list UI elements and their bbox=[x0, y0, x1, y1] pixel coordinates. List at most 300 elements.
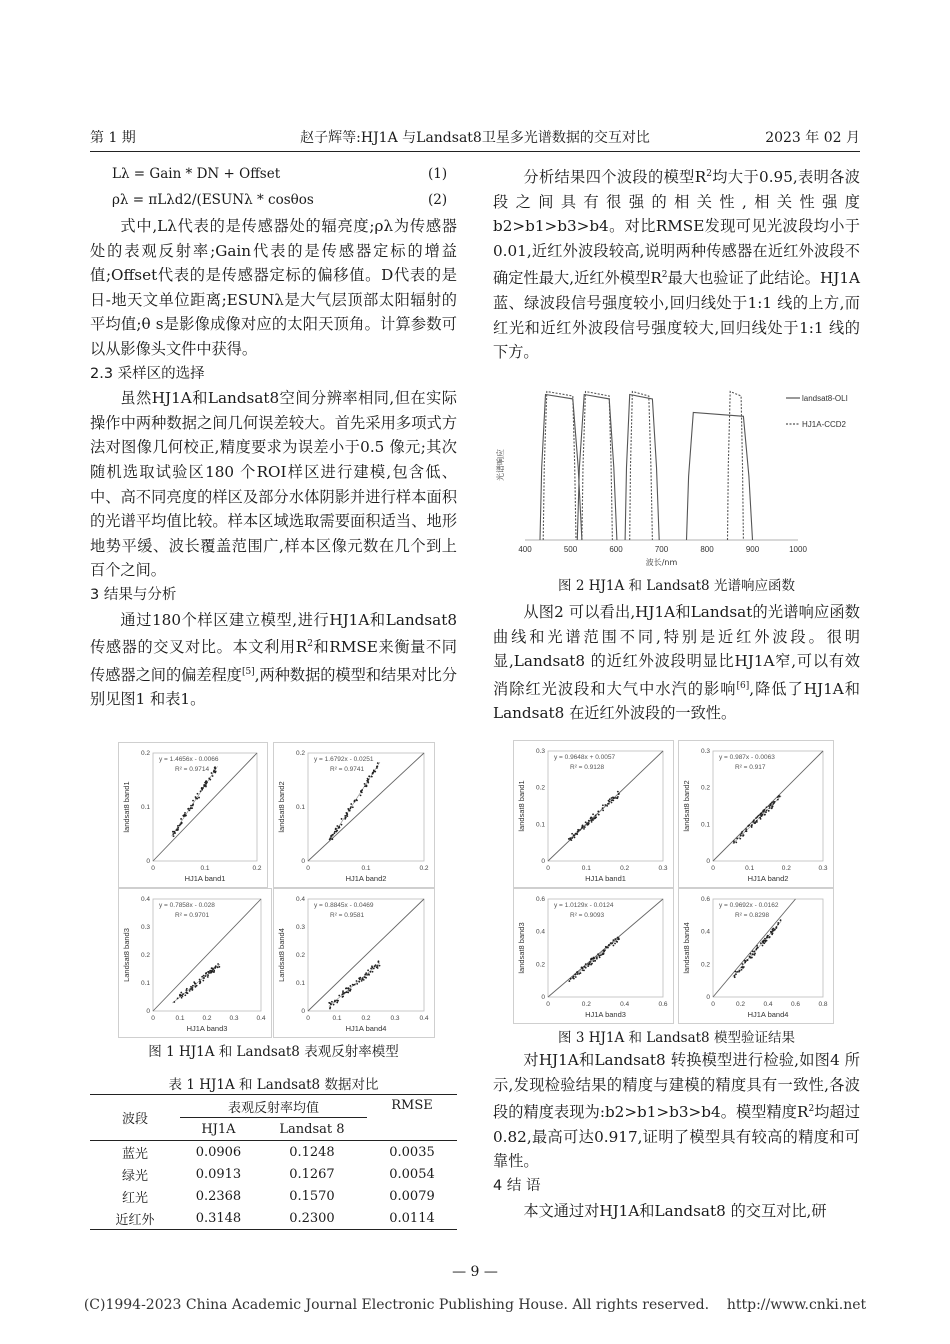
scatter-point bbox=[203, 975, 205, 977]
scatter-point bbox=[368, 775, 370, 777]
scatter-point bbox=[574, 973, 576, 975]
scatter-point bbox=[740, 834, 742, 836]
scatter-point bbox=[766, 806, 768, 808]
x-tick-label: 0 bbox=[151, 865, 155, 872]
scatter-point bbox=[341, 824, 343, 826]
regression-equation: y = 1.4656x - 0.0066 bbox=[159, 756, 219, 763]
x-tick-label: 0.4 bbox=[419, 1015, 429, 1022]
scatter-point bbox=[346, 815, 348, 817]
scatter-point bbox=[211, 772, 213, 774]
scatter-point bbox=[342, 990, 344, 992]
scatter-point bbox=[367, 969, 369, 971]
scatter-point bbox=[611, 942, 613, 944]
scatter-point bbox=[751, 825, 753, 827]
landsat-band-curve bbox=[543, 392, 576, 541]
scatter-point bbox=[192, 985, 194, 987]
table-header-rmse: RMSE bbox=[391, 1098, 433, 1113]
footer-copyright: (C)1994-2023 China Academic Journal Electronic Publishing House. All rights reserved. http://www.cnki.net bbox=[83, 1297, 867, 1313]
scatter-plot bbox=[514, 889, 673, 1023]
x-tick-label: 900 bbox=[745, 545, 760, 554]
scatter-point bbox=[218, 966, 220, 968]
scatter-point bbox=[611, 797, 613, 799]
scatter-point bbox=[597, 953, 599, 955]
scatter-point bbox=[600, 954, 602, 956]
scatter-point bbox=[573, 978, 575, 980]
scatter-point bbox=[344, 992, 346, 994]
y-tick-label: 0.6 bbox=[700, 896, 710, 903]
scatter-point bbox=[338, 827, 340, 829]
x-tick-label: 0.2 bbox=[361, 1015, 371, 1022]
equation-2: ρλ = πLλd2/(ESUNλ * cosθos bbox=[112, 192, 314, 208]
scatter-point bbox=[748, 824, 750, 826]
scatter-point bbox=[776, 926, 778, 928]
scatter-point bbox=[772, 928, 774, 930]
scatter-point bbox=[370, 971, 372, 973]
scatter-point bbox=[754, 950, 756, 952]
y-tick-label: 0 bbox=[301, 1008, 305, 1015]
one-to-one-line bbox=[548, 899, 663, 997]
y-axis-label: 光谱响应 bbox=[496, 449, 505, 481]
scatter-point bbox=[194, 982, 196, 984]
spectral-response-chart bbox=[493, 382, 860, 568]
regression-equation: y = 0.9648x + 0.0057 bbox=[554, 754, 616, 761]
y-tick-label: 0.1 bbox=[140, 804, 150, 811]
x-tick-label: 0 bbox=[151, 1015, 155, 1022]
scatter-point bbox=[207, 976, 209, 978]
scatter-point bbox=[376, 766, 378, 768]
regression-equation: y = 0.7858x - 0.028 bbox=[159, 902, 215, 909]
scatter-point bbox=[379, 965, 381, 967]
x-axis-label: HJ1A band1 bbox=[184, 874, 226, 883]
scatter-point bbox=[613, 945, 615, 947]
scatter-point bbox=[762, 810, 764, 812]
x-tick-label: 0.1 bbox=[361, 865, 371, 872]
scatter-point bbox=[361, 789, 363, 791]
y-axis-label: Landsat8 band4 bbox=[277, 928, 286, 982]
scatter-point bbox=[179, 994, 181, 996]
scatter-point bbox=[756, 821, 758, 823]
scatter-point bbox=[752, 821, 754, 823]
y-tick-label: 0.1 bbox=[140, 980, 150, 987]
scatter-point bbox=[576, 971, 578, 973]
regression-equation: y = 0.987x - 0.0063 bbox=[719, 754, 775, 761]
one-to-one-line bbox=[308, 899, 424, 1011]
scatter-point bbox=[201, 976, 203, 978]
y-tick-label: 0.1 bbox=[295, 804, 305, 811]
x-axis-label: HJ1A band4 bbox=[747, 1010, 789, 1019]
scatter-point bbox=[603, 953, 605, 955]
scatter-point bbox=[584, 966, 586, 968]
scatter-point bbox=[364, 785, 366, 787]
scatter-point bbox=[760, 942, 762, 944]
scatter-point bbox=[200, 790, 202, 792]
scatter-point bbox=[366, 780, 368, 782]
scatter-point bbox=[177, 997, 179, 999]
data-table bbox=[90, 1094, 457, 1230]
y-tick-label: 0 bbox=[301, 858, 305, 865]
scatter-point bbox=[344, 818, 346, 820]
scatter-point bbox=[592, 813, 594, 815]
scatter-point bbox=[574, 837, 576, 839]
scatter-point bbox=[173, 1001, 175, 1003]
y-tick-label: 0.3 bbox=[535, 748, 545, 755]
scatter-point bbox=[768, 805, 770, 807]
scatter-point bbox=[584, 826, 586, 828]
scatter-point bbox=[599, 956, 601, 958]
scatter-point bbox=[188, 808, 190, 810]
scatter-point bbox=[579, 829, 581, 831]
scatter-point bbox=[203, 977, 205, 979]
paragraph-validation: 对HJ1A和Landsat8 转换模型进行检验,如图4 所示,发现检验结果的精度与建模的精度具有一致性,各波段的精度表现为:b2>b1>b3>b4。模型精度$R^2$均超过0.82,最高可达0.917,证明了模型具有较高的精度和可靠性。 bbox=[493, 1051, 861, 1171]
scatter-point bbox=[758, 815, 760, 817]
y-tick-label: 0 bbox=[146, 1008, 150, 1015]
scatter-point bbox=[333, 832, 335, 834]
scatter-point bbox=[334, 1000, 336, 1002]
table-row: 蓝光 0.0906 0.1248 0.0035 bbox=[121, 1144, 435, 1162]
scatter-point bbox=[177, 829, 179, 831]
scatter-point bbox=[349, 810, 351, 812]
scatter-point bbox=[199, 980, 201, 982]
scatter-point bbox=[750, 953, 752, 955]
landsat-band-curve bbox=[582, 392, 613, 541]
scatter-point bbox=[602, 809, 604, 811]
x-tick-label: 0 bbox=[546, 865, 550, 872]
x-axis-label: HJ1A band1 bbox=[585, 874, 626, 883]
scatter-point bbox=[354, 984, 356, 986]
regression-equation: y = 0.9692x - 0.0162 bbox=[719, 902, 779, 909]
x-tick-label: 0.2 bbox=[581, 1001, 591, 1008]
scatter-point bbox=[576, 973, 578, 975]
x-tick-label: 0.4 bbox=[256, 1015, 266, 1022]
right-column-mid bbox=[493, 600, 860, 726]
y-tick-label: 0.2 bbox=[140, 952, 150, 959]
table-header-mean: 表观反射率均值 bbox=[180, 1095, 367, 1118]
x-tick-label: 0.1 bbox=[175, 1015, 185, 1022]
one-to-one-line bbox=[308, 753, 424, 861]
table1-caption: 表 1 HJ1A 和 Landsat8 数据对比 bbox=[168, 1077, 379, 1093]
x-tick-label: 0.4 bbox=[763, 1001, 773, 1008]
scatter-point bbox=[742, 963, 744, 965]
scatter-point bbox=[189, 990, 191, 992]
y-tick-label: 0.2 bbox=[700, 784, 710, 792]
scatter-point bbox=[617, 938, 619, 940]
x-tick-label: 0.2 bbox=[735, 1001, 746, 1008]
scatter-point bbox=[602, 807, 604, 809]
scatter-point bbox=[611, 802, 613, 804]
scatter-point bbox=[352, 984, 354, 986]
scatter-point bbox=[190, 808, 192, 810]
scatter-point bbox=[582, 969, 584, 971]
scatter-point bbox=[192, 805, 194, 807]
y-tick-label: 0.2 bbox=[295, 952, 305, 959]
hj1a-band-curve bbox=[687, 413, 753, 541]
scatter-point bbox=[361, 791, 363, 793]
x-tick-label: 0.1 bbox=[581, 865, 591, 872]
x-tick-label: 0.3 bbox=[658, 865, 668, 872]
scatter-point bbox=[777, 923, 779, 925]
scatter-point bbox=[614, 938, 616, 940]
scatter-point bbox=[741, 969, 743, 971]
scatter-point bbox=[356, 800, 358, 802]
y-tick-label: 0.4 bbox=[535, 928, 545, 936]
figure2 bbox=[493, 382, 860, 568]
regression-equation: y = 1.6792x - 0.0251 bbox=[314, 756, 374, 763]
scatter-point bbox=[779, 795, 781, 797]
scatter-point bbox=[356, 983, 358, 985]
scatter-point bbox=[734, 975, 736, 977]
scatter-point bbox=[596, 956, 598, 958]
scatter-point bbox=[586, 822, 588, 824]
scatter-point bbox=[199, 979, 201, 981]
scatter-point bbox=[759, 814, 761, 816]
scatter-point bbox=[368, 973, 370, 975]
scatter-point bbox=[763, 940, 765, 942]
scatter-point bbox=[214, 767, 216, 769]
scatter-point bbox=[208, 971, 210, 973]
scatter-point bbox=[590, 818, 592, 820]
scatter-point bbox=[752, 950, 754, 952]
scatter-point bbox=[344, 815, 346, 817]
y-axis-label: landsat8 band1 bbox=[122, 781, 131, 833]
scatter-point bbox=[210, 972, 212, 974]
x-tick-label: 0 bbox=[711, 865, 715, 872]
y-axis-label: landsat8 band1 bbox=[517, 780, 526, 832]
paragraph-analysis: 分析结果四个波段的模型$R^2$均大于0.95,表明各波段之间具有很强的相关性,相关性强度b2>b1>b3>b4。对比RMSE发现可见光波段均小于0.01,近红外波段较高,说明两种传感器在近红外波段不确定性最大,近红外模型$R^2$最大也验证了此结论。HJ1A蓝、绿波段信号强度较小,回归线处于1:1 线的上方,而红光和近红外波段信号强度较大,回归线处于1:1 线的下方。 bbox=[493, 168, 860, 362]
scatter-point bbox=[614, 943, 616, 945]
scatter-point bbox=[336, 825, 338, 827]
scatter-point bbox=[328, 1002, 330, 1004]
scatter-point bbox=[587, 963, 589, 965]
scatter-point bbox=[573, 834, 575, 836]
scatter-point bbox=[214, 771, 216, 773]
x-tick-label: 0.6 bbox=[658, 1001, 668, 1008]
scatter-point bbox=[186, 988, 188, 990]
scatter-point bbox=[606, 805, 608, 807]
x-tick-label: 0.1 bbox=[745, 865, 755, 872]
scatter-point bbox=[371, 967, 373, 969]
y-axis-label: Landsat8 band3 bbox=[122, 928, 131, 982]
scatter-point bbox=[594, 817, 596, 819]
scatter-point bbox=[581, 827, 583, 829]
scatter-point bbox=[331, 1001, 333, 1003]
x-axis-label: 波长/nm bbox=[645, 558, 678, 567]
scatter-point bbox=[360, 794, 362, 796]
paragraph-conclusion: 本文通过对HJ1A和Landsat8 的交互对比,研 bbox=[523, 1201, 827, 1220]
x-tick-label: 0 bbox=[546, 1001, 550, 1008]
scatter-point bbox=[764, 941, 766, 943]
scatter-point bbox=[330, 835, 332, 837]
scatter-point bbox=[616, 797, 618, 799]
paragraph-results: 通过180个样区建立模型,进行HJ1A和Landsat8 传感器的交叉对比。本文利用$R^2$和RMSE来衡量不同传感器之间的偏差程度[5],两种数据的模型和结果对比分别见图1 和表1。 bbox=[90, 610, 458, 709]
left-column-text bbox=[90, 214, 457, 712]
scatter-point bbox=[356, 980, 358, 982]
heading-2-3: 2.3 采样区的选择 bbox=[90, 365, 205, 382]
scatter-point bbox=[746, 959, 748, 961]
scatter-point bbox=[777, 799, 779, 801]
scatter-point bbox=[585, 963, 587, 965]
scatter-point bbox=[342, 995, 344, 997]
scatter-point bbox=[350, 803, 352, 805]
scatter-point bbox=[608, 800, 610, 802]
fig1-panel-2 bbox=[273, 742, 435, 888]
fig3-panel-4 bbox=[678, 888, 834, 1024]
scatter-plot bbox=[119, 743, 267, 887]
scatter-point bbox=[770, 803, 772, 805]
scatter-point bbox=[212, 775, 214, 777]
scatter-point bbox=[330, 1003, 332, 1005]
r-squared: R² = 0.9741 bbox=[330, 766, 365, 773]
scatter-point bbox=[771, 933, 773, 935]
scatter-point bbox=[366, 974, 368, 976]
scatter-point bbox=[604, 949, 606, 951]
scatter-point bbox=[607, 803, 609, 805]
scatter-point bbox=[217, 966, 219, 968]
scatter-point bbox=[217, 963, 219, 965]
scatter-point bbox=[358, 981, 360, 983]
y-tick-label: 0.2 bbox=[535, 784, 545, 792]
scatter-point bbox=[597, 810, 599, 812]
scatter-point bbox=[329, 838, 331, 840]
y-tick-label: 0.1 bbox=[700, 821, 710, 829]
scatter-point bbox=[755, 949, 757, 951]
r-squared: R² = 0.9701 bbox=[175, 912, 210, 919]
y-tick-label: 0.3 bbox=[295, 924, 305, 931]
y-tick-label: 0 bbox=[541, 858, 545, 865]
scatter-point bbox=[377, 967, 379, 969]
x-tick-label: 0.3 bbox=[229, 1015, 239, 1022]
scatter-point bbox=[745, 828, 747, 830]
scatter-point bbox=[348, 990, 350, 992]
scatter-point bbox=[759, 817, 761, 819]
header-title: 赵子辉等:HJ1A 与Landsat8卫星多光谱数据的交互对比 bbox=[300, 130, 650, 146]
scatter-point bbox=[762, 814, 764, 816]
scatter-point bbox=[207, 974, 209, 976]
scatter-point bbox=[612, 939, 614, 941]
scatter-point bbox=[373, 968, 375, 970]
hj1a-band-curve bbox=[577, 395, 617, 541]
y-axis-label: landsat8 band2 bbox=[277, 781, 286, 833]
scatter-point bbox=[612, 800, 614, 802]
figure2-caption: 图 2 HJ1A 和 Landsat8 光谱响应函数 bbox=[558, 578, 795, 594]
scatter-point bbox=[755, 817, 757, 819]
scatter-point bbox=[374, 965, 376, 967]
scatter-point bbox=[190, 986, 192, 988]
scatter-point bbox=[736, 971, 738, 973]
scatter-point bbox=[333, 1004, 335, 1006]
scatter-point bbox=[364, 783, 366, 785]
y-tick-label: 0 bbox=[706, 858, 710, 865]
scatter-point bbox=[372, 971, 374, 973]
scatter-point bbox=[378, 960, 380, 962]
scatter-point bbox=[777, 796, 779, 798]
table-row: 红光 0.2368 0.1570 0.0079 bbox=[121, 1188, 435, 1206]
header-rule bbox=[90, 151, 860, 152]
fig3-panel-2 bbox=[678, 740, 834, 888]
scatter-point bbox=[341, 818, 343, 820]
paragraph-figure2: 从图2 可以看出,HJ1A和Landsat的光谱响应函数曲线和光谱范围不同,特别是近红外波段。很明显,Landsat8 的近红外波段明显比HJ1A窄,可以有效消除红光波段和大气中水汽的影响[6],降低了HJ1A和Landsat8 在近红外波段的一致性。 bbox=[493, 603, 860, 723]
r-squared: R² = 0.9128 bbox=[570, 764, 605, 771]
scatter-point bbox=[734, 971, 736, 973]
scatter-point bbox=[742, 835, 744, 837]
scatter-point bbox=[745, 830, 747, 832]
landsat-band-curve bbox=[630, 392, 653, 541]
x-tick-label: 0.2 bbox=[781, 865, 791, 872]
landsat-band-curve bbox=[728, 392, 744, 541]
y-tick-label: 0.4 bbox=[700, 928, 710, 936]
scatter-point bbox=[598, 814, 600, 816]
heading-3: 3 结果与分析 bbox=[90, 586, 177, 603]
scatter-plot bbox=[274, 889, 434, 1037]
scatter-point bbox=[765, 811, 767, 813]
x-tick-label: 0.2 bbox=[419, 865, 429, 872]
scatter-point bbox=[739, 838, 741, 840]
x-tick-label: 0.1 bbox=[200, 865, 210, 872]
scatter-point bbox=[602, 804, 604, 806]
scatter-point bbox=[769, 936, 771, 938]
scatter-point bbox=[201, 789, 203, 791]
fig3-panel-3 bbox=[513, 888, 674, 1024]
y-axis-label: landsat8 band2 bbox=[682, 780, 691, 832]
scatter-point bbox=[770, 932, 772, 934]
scatter-point bbox=[181, 997, 183, 999]
scatter-point bbox=[214, 967, 216, 969]
y-tick-label: 0 bbox=[541, 994, 545, 1001]
r-squared: R² = 0.9093 bbox=[570, 912, 605, 919]
scatter-point bbox=[173, 831, 175, 833]
scatter-point bbox=[345, 812, 347, 814]
table-subheader-hj1a: HJ1A bbox=[201, 1121, 236, 1137]
scatter-point bbox=[377, 965, 379, 967]
scatter-point bbox=[575, 833, 577, 835]
page-number: — 9 — bbox=[452, 1264, 498, 1280]
equation-2-number: (2) bbox=[428, 192, 448, 208]
scatter-point bbox=[578, 973, 580, 975]
fig1-panel-4 bbox=[273, 888, 435, 1038]
r-squared: R² = 0.9581 bbox=[330, 912, 365, 919]
scatter-point bbox=[195, 797, 197, 799]
y-axis-label: landsat8 band4 bbox=[682, 922, 691, 974]
scatter-point bbox=[762, 945, 764, 947]
scatter-point bbox=[183, 815, 185, 817]
scatter-point bbox=[348, 987, 350, 989]
scatter-point bbox=[201, 787, 203, 789]
scatter-point bbox=[585, 821, 587, 823]
scatter-point bbox=[617, 791, 619, 793]
scatter-point bbox=[575, 976, 577, 978]
x-tick-label: 800 bbox=[700, 545, 714, 554]
scatter-point bbox=[190, 805, 192, 807]
scatter-point bbox=[571, 833, 573, 835]
scatter-point bbox=[570, 839, 572, 841]
scatter-point bbox=[756, 945, 758, 947]
x-tick-label: 0 bbox=[711, 1001, 715, 1008]
y-tick-label: 0.3 bbox=[700, 748, 710, 755]
x-tick-label: 0.1 bbox=[332, 1015, 342, 1022]
scatter-point bbox=[764, 814, 766, 816]
r-squared: R² = 0.9714 bbox=[175, 766, 210, 773]
scatter-point bbox=[590, 958, 592, 960]
right-column-top bbox=[493, 162, 860, 365]
scatter-point bbox=[172, 833, 174, 835]
paragraph-symbols: 式中,Lλ代表的是传感器处的辐亮度;ρλ为传感器处的表观反射率;Gain代表的是传感器定标的增益值;Offset代表的是传感器定标的偏移值。D代表的是日-地天文单位距离;ESUNλ是大气层顶部太阳辐射的平均值;θ s是影像成像对应的太阳天顶角。计算参数可以从影像头文件中获得。 bbox=[90, 217, 457, 358]
scatter-point bbox=[568, 980, 570, 982]
scatter-point bbox=[180, 992, 182, 994]
scatter-point bbox=[733, 842, 735, 844]
equation-1-number: (1) bbox=[428, 166, 448, 182]
scatter-point bbox=[199, 982, 201, 984]
scatter-point bbox=[780, 919, 782, 921]
scatter-point bbox=[346, 987, 348, 989]
